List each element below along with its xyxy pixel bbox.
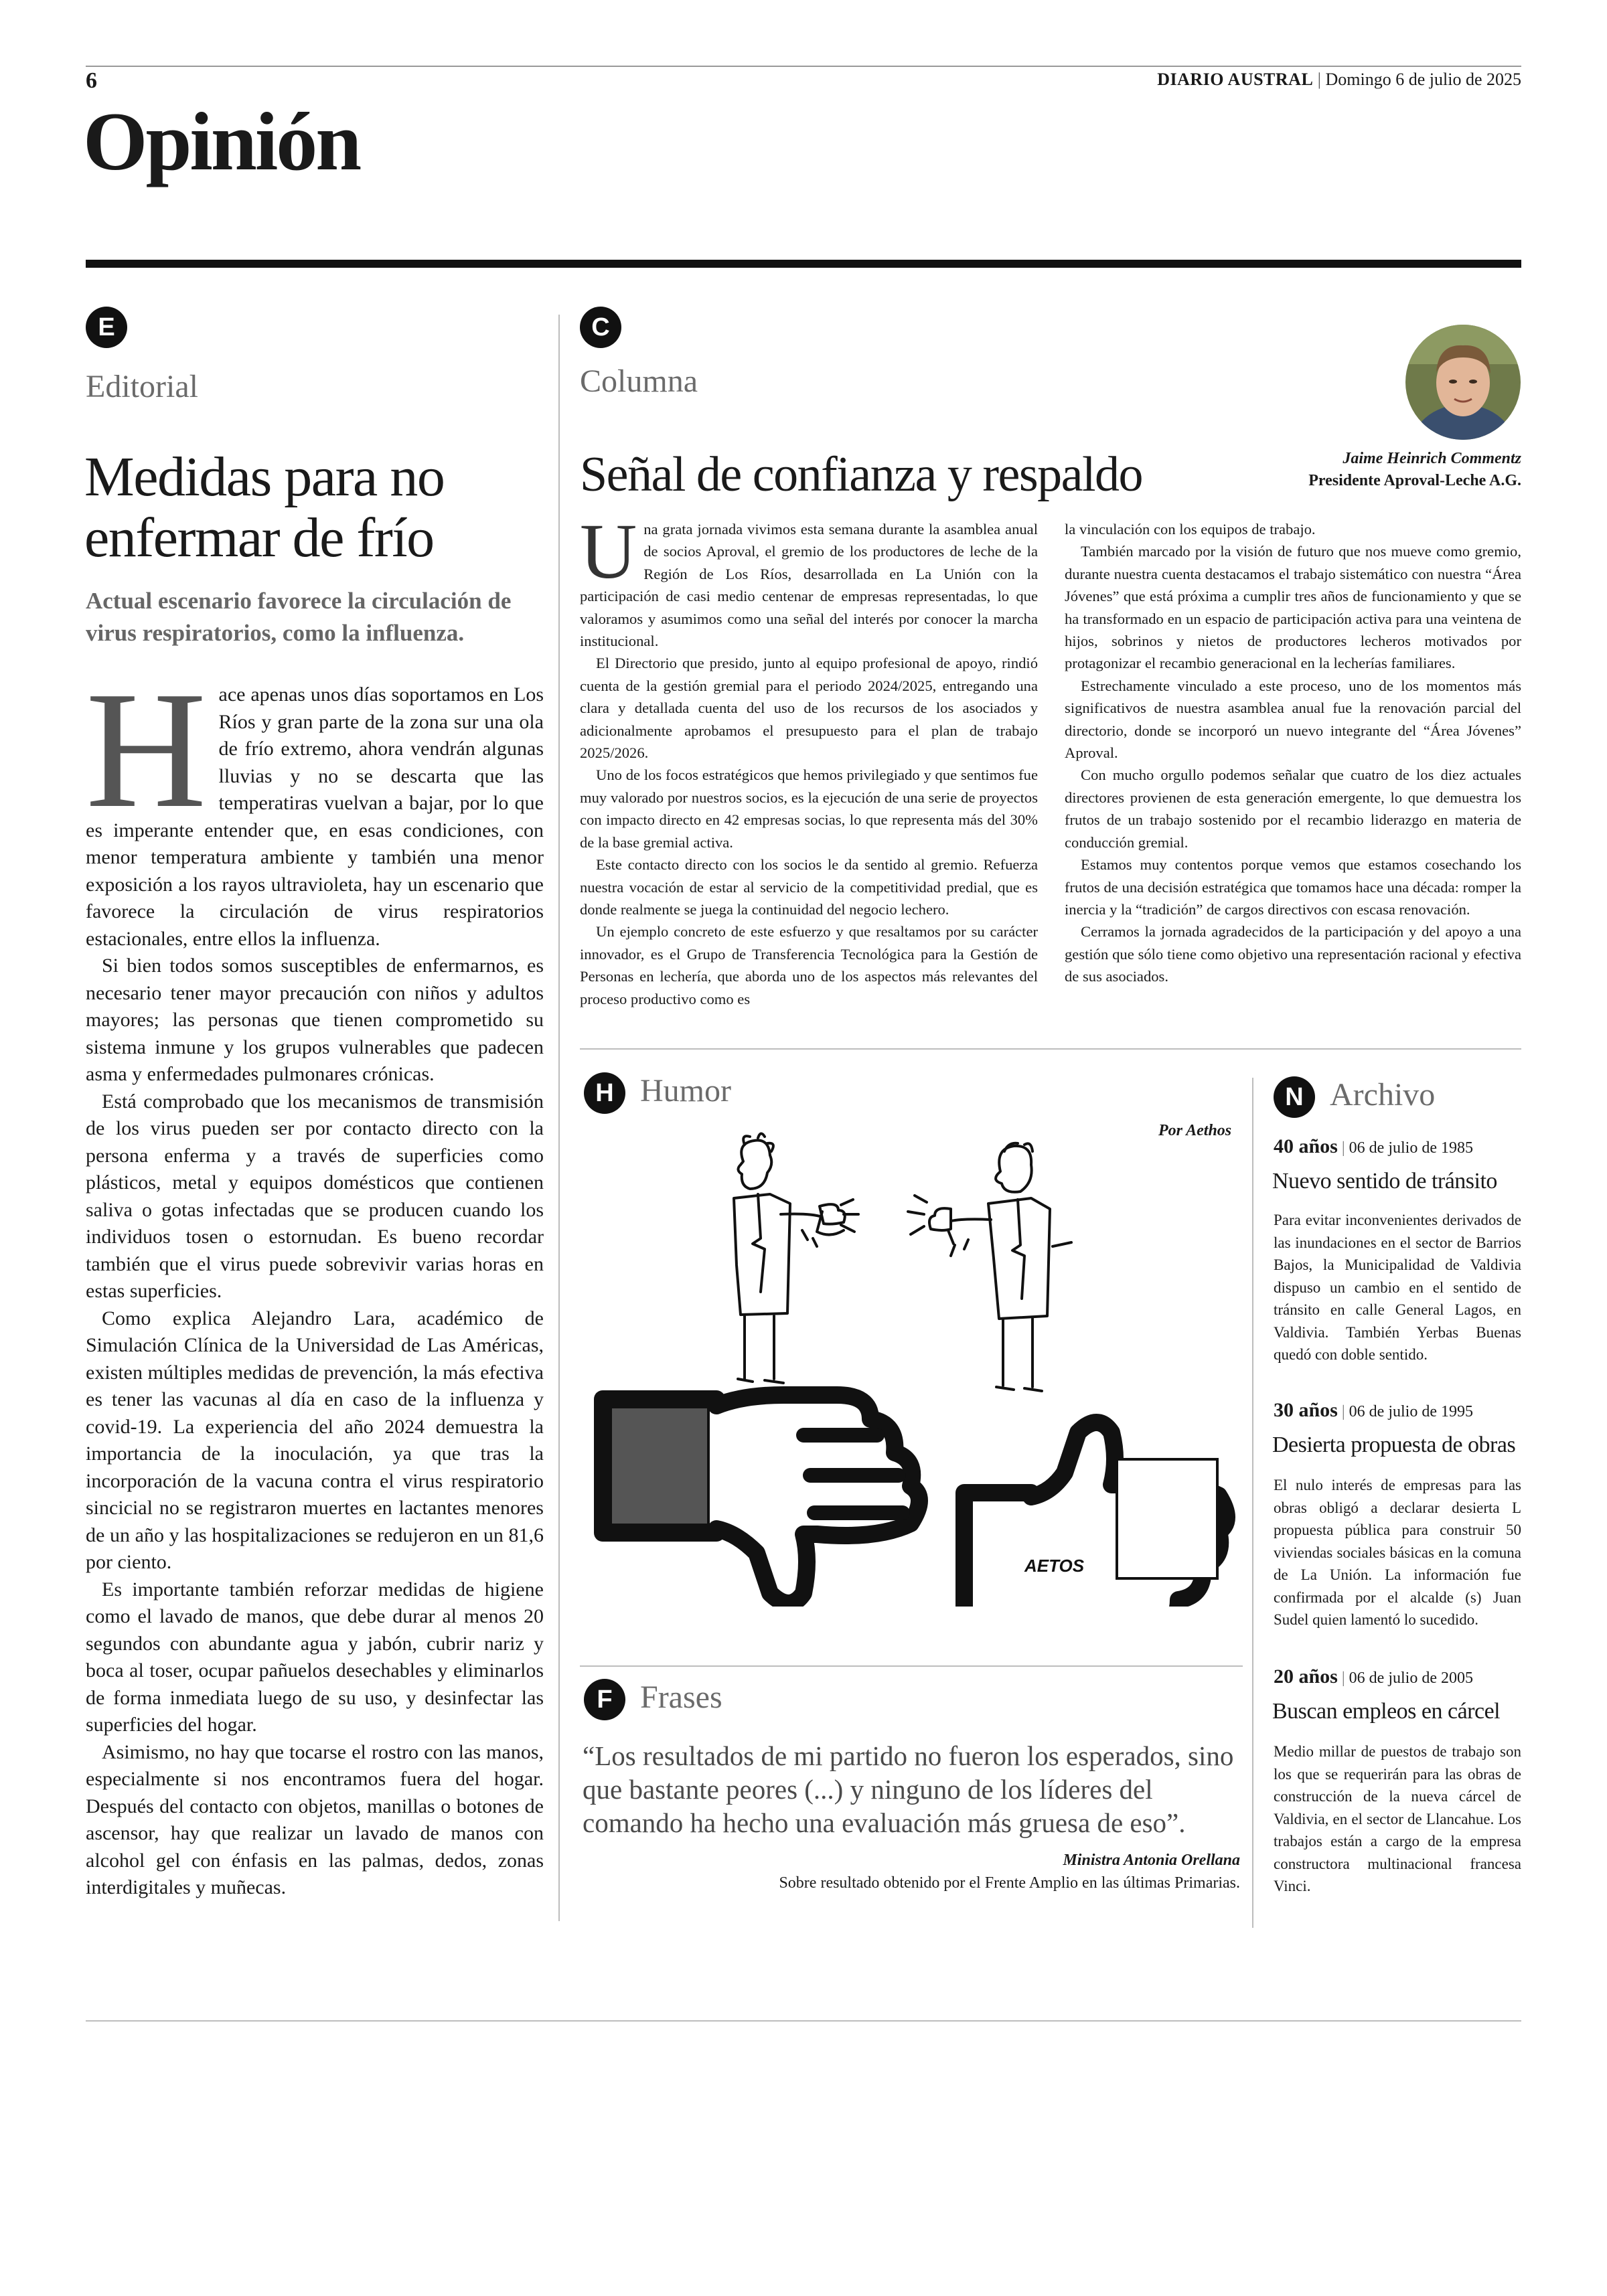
frases-badge: F	[584, 1679, 625, 1720]
column-paragraph: Este contacto directo con los socios le da sentido al gremio. Refuerza nuestra vocación de estar al servicio de la competitividad predial, que es donde realmente se juega la continuidad del negocio lechero.	[580, 856, 1038, 918]
editorial-deck: Actual escenario favorece la circulación de virus respiratorios, como la influenza.	[86, 588, 512, 647]
archive-item-date: 06 de julio de 2005	[1349, 1669, 1473, 1687]
page-number: 6	[86, 68, 97, 93]
archive-item-years: 30 años	[1274, 1399, 1338, 1421]
column-paragraph: El Directorio que presido, junto al equipo profesional de apoyo, rindió cuenta de la gestión gremial para el periodo 2024/2025, entregando una clara y detallada cuenta del uso de los recursos de los asociados y adicionalmente aprobamos el presupuesto para el plan de trabajo 2025/2026.	[580, 655, 1038, 762]
bottom-rule	[86, 2020, 1521, 2022]
author-name: Jaime Heinrich Commentz	[1343, 450, 1521, 467]
editorial-drop-cap: H	[86, 657, 207, 843]
archive-item-2-head: 30 años | 06 de julio de 1995	[1274, 1399, 1473, 1421]
masthead: DIARIO AUSTRAL | Domingo 6 de julio de 2025	[1157, 70, 1521, 89]
archivo-kicker: Archivo	[1330, 1077, 1436, 1113]
section-title: Opinión	[83, 96, 360, 187]
frases-kicker: Frases	[640, 1679, 722, 1715]
archive-item-text: Para evitar inconvenientes derivados de las inundaciones en el sector de Barrios Bajos, la Municipalidad de Valdivia dispuso un cambio en el sentido de tránsito en calle General Lagos, en Valdivia. También Yerbas Buenas quedó con doble sentido.	[1274, 1212, 1521, 1363]
section-rule	[86, 260, 1521, 268]
author-role: Presidente Aproval-Leche A.G.	[1308, 472, 1521, 489]
column-kicker: Columna	[580, 363, 698, 399]
cartoon-signature: AETOS	[1024, 1556, 1085, 1576]
editorial-paragraph: Si bien todos somos susceptibles de enfermarnos, es necesario tener mayor precaución con niños y adultos mayores; las personas que tienen comprometido su sistema inmune y los grupos vulnerables que padecen asma y enfermedades pulmonares crónicas.	[86, 955, 544, 1085]
editorial-badge: E	[86, 307, 127, 348]
archive-item-years: 20 años	[1274, 1665, 1338, 1688]
column-body-col1	[580, 507, 1038, 1010]
cartoon-credit: Por Aethos	[1158, 1122, 1232, 1139]
column-headline: Señal de confianza y respaldo	[580, 447, 1143, 502]
humor-badge: H	[584, 1072, 625, 1114]
humor-kicker: Humor	[640, 1073, 731, 1109]
archive-item-title: Nuevo sentido de tránsito	[1272, 1169, 1497, 1194]
editorial-paragraph: ace apenas unos días soportamos en Los Ríos y gran parte de la zona sur una ola de frío extremo, ahora vendrán algunas lluvias y no se descarta que las temperatiras vuelvan a bajar, por lo que es imperante entender que, en esas condiciones, con menor temperatura ambiente y también una menor exposición a los rayos ultravioleta, hay un escenario que favorece la circulación de virus respiratorios estacionales, entre ellos la influenza.	[86, 683, 544, 950]
frases-quote: “Los resultados de mi partido no fueron los esperados, sino que bastante peores (...) y ninguno de los líderes del comando ha hecho una evaluación más gruesa de eso”.	[583, 1740, 1234, 1838]
top-rule	[86, 66, 1521, 67]
archive-item-title: Desierta propuesta de obras	[1272, 1432, 1516, 1457]
column-paragraph: Con mucho orgullo podemos señalar que cuatro de los diez actuales directores provienen de esta generación emergente, lo que demuestra los frutos de un trabajo sostenido por el recambio liderazgo en materia de conducción gremial.	[1065, 766, 1521, 851]
author-photo	[1405, 324, 1521, 440]
archive-item-title: Buscan empleos en cárcel	[1272, 1699, 1501, 1724]
editorial-paragraph: Asimismo, no hay que tocarse el rostro con las manos, especialmente si nos encontramos fuera del hogar. Después del contacto con objetos, manillas o botones de ascensor, hay que realizar un lavado de manos con alcohol gel con énfasis en las palmas, dedos, zonas interdigitales y muñecas.	[86, 1740, 544, 1898]
newspaper-name: DIARIO AUSTRAL	[1157, 70, 1314, 89]
archive-item-date: 06 de julio de 1985	[1349, 1139, 1473, 1157]
frases-context: Sobre resultado obtenido por el Frente Amplio en las últimas Primarias.	[779, 1874, 1240, 1892]
divider-horizontal-column	[580, 1048, 1521, 1050]
column-body-col2	[1065, 518, 1521, 988]
editorial-paragraph: Es importante también reforzar medidas de higiene como el lavado de manos, que debe durar al menos 20 segundos con abundante agua y jabón, cubrir nariz y boca al toser, ocupar pañuelos desechables y eliminarlos de forma inmediata luego de su uso, y desinfectar las superficies del hogar.	[86, 1578, 544, 1736]
column-badge: C	[580, 307, 621, 348]
editorial-paragraph: Está comprobado que los mecanismos de transmisión de los virus pueden ser por contacto directo con la persona enferma y a través de superficies como plásticos, metal y equipos domésticos que contienen saliva o gotas infectadas que se producen cuando los individuos tosen o estornudan. Es bueno recordar también que el virus puede sobrevivir varias horas en estas superficies.	[86, 1090, 544, 1302]
editorial-kicker: Editorial	[86, 369, 198, 404]
archive-item-1-head: 40 años | 06 de julio de 1985	[1274, 1135, 1473, 1157]
divider-vertical-right	[1252, 1078, 1253, 1928]
column-paragraph: Cerramos la jornada agradecidos de la participación y del apoyo a una gestión que sólo tiene como objetivo una representación racional y efectiva de sus asociados.	[1065, 923, 1521, 985]
column-paragraph: También marcado por la visión de futuro que nos mueve como gremio, durante nuestra cuenta destacamos el trabajo sistemático con nuestra “Área Jóvenes” que está próxima a cumplir tres años de funcionamiento y que se ha transformado en un espacio de participación activa para una veintena de hijos, sobrinos y nietos de productores lecheros motivados por protagonizar el recambio generacional en la lecherías familiares.	[1065, 543, 1521, 672]
column-paragraph: Estamos muy contentos porque vemos que estamos cosechando los frutos de una decisión estratégica que tomamos hace una década: romper la inercia y la “tradición” de cargos directivos con escasa renovación.	[1065, 856, 1521, 918]
divider-horizontal-frases	[580, 1665, 1243, 1667]
archive-item-text: Medio millar de puestos de trabajo son los que se requerirán para las obras de construcción de la nueva cárcel de Valdivia, en el sector de Llancahue. Los trabajos están a cargo de la empresa constructora multinacional francesa Vinci.	[1274, 1743, 1521, 1894]
archive-item-3-head: 20 años | 06 de julio de 2005	[1274, 1665, 1473, 1688]
editorial-paragraph: Como explica Alejandro Lara, académico de Simulación Clínica de la Universidad de Las Américas, existen múltiples medidas de prevención, la más efectiva es tener las vacunas al día en caso de la influenza y covid-19. La experiencia del año 2024 demuestra la importancia de la inoculación, ya que tras la incorporación de la vacuna contra el virus respiratorio sincicial no se registraron muertes en lactantes menores de un año y las hospitalizaciones se redujeron en un 81,6 por ciento.	[86, 1307, 544, 1573]
frases-attribution: Ministra Antonia Orellana	[1063, 1852, 1240, 1869]
editorial-headline: Medidas para no enfermar de frío	[84, 446, 445, 569]
archivo-badge: N	[1274, 1076, 1315, 1118]
divider-vertical-left	[558, 315, 560, 1921]
column-paragraph: Uno de los focos estratégicos que hemos privilegiado y que sentimos fue muy valorado por nuestros socios, es la ejecución de una serie de proyectos con impacto directo en 42 empresas socias, lo que representa más del 30% de la base gremial activa.	[580, 766, 1038, 851]
issue-date: Domingo 6 de julio de 2025	[1325, 70, 1521, 89]
column-drop-cap: U	[580, 507, 637, 595]
archive-item-years: 40 años	[1274, 1135, 1338, 1157]
archive-item-date: 06 de julio de 1995	[1349, 1403, 1473, 1420]
column-paragraph: Estrechamente vinculado a este proceso, uno de los momentos más significativos de nuestra asamblea anual fue la renovación parcial del directorio, donde se incorporó un nuevo integrante del “Área Jóvenes” Aproval.	[1065, 677, 1521, 762]
cartoon-illustration	[589, 1125, 1245, 1607]
archive-item-text: El nulo interés de empresas para las obras obligó a declarar desierta L propuesta pública para construir 50 viviendas sociales básicas en la comuna de La Unión. La información fue confirmada por el alcalde (s) Juan Sudel quien lamentó lo sucedido.	[1274, 1477, 1521, 1628]
column-paragraph: Un ejemplo concreto de este esfuerzo y que resaltamos por su carácter innovador, es el Grupo de Transferencia Tecnológica para la Gestión de Personas en lechería, que aborda uno de los aspectos más relevantes del proceso productivo como es	[580, 923, 1038, 1007]
editorial-body	[86, 657, 544, 1902]
column-paragraph: la vinculación con los equipos de trabajo.	[1065, 521, 1316, 538]
column-paragraph: na grata jornada vivimos esta semana durante la asamblea anual de socios Aproval, el gremio de los productores de leche de la Región de Los Ríos, desarrollada en La Unión con la participación de casi medio centenar de empresas representadas, lo que valoramos y asumimos como una señal del interés por conocer la marcha institucional.	[580, 521, 1038, 650]
